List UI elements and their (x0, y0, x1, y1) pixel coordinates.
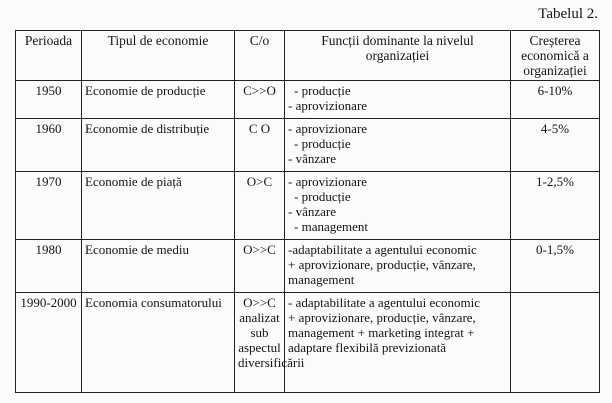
header-row (16, 31, 600, 81)
cell-growth: 6-10% (511, 81, 600, 119)
header-period: Perioada (16, 31, 82, 81)
function-line: management (288, 272, 355, 287)
cell-co: O>C (235, 172, 285, 240)
cell-functions (285, 81, 511, 119)
cell-growth (511, 293, 600, 393)
table-caption: Tabelul 2. (538, 6, 598, 22)
cell-co: C O (235, 119, 285, 172)
cell-economy-type: Economie de mediu (82, 240, 235, 293)
function-line: - producție (294, 189, 351, 204)
function-line: - aprovizionare (288, 98, 368, 113)
function-line: - aprovizionare (288, 121, 368, 136)
cell-economy-type: Economia consumatorului (82, 293, 235, 393)
cell-period: 1990-2000 (16, 293, 82, 393)
function-line: - aprovizionare (288, 174, 368, 189)
cell-economy-type: Economie de producție (82, 81, 235, 119)
cell-functions (285, 293, 511, 393)
cell-growth: 4-5% (511, 119, 600, 172)
table-row (16, 240, 600, 293)
cell-period: 1970 (16, 172, 82, 240)
header-co: C/o (235, 31, 285, 81)
cell-period: 1950 (16, 81, 82, 119)
table-row (16, 172, 600, 240)
cell-co: O>>C analizat sub aspectul diversificării (235, 293, 285, 393)
function-line: - management (294, 219, 368, 234)
cell-functions (285, 240, 511, 293)
cell-growth: 0-1,5% (511, 240, 600, 293)
function-line: - vânzare (288, 204, 336, 219)
table-row (16, 119, 600, 172)
header-dominant-functions: Funcții dominante la nivelul organizației (285, 31, 511, 81)
cell-economy-type: Economie de piață (82, 172, 235, 240)
function-line: - vânzare (288, 151, 336, 166)
header-economy-type: Tipul de economie (82, 31, 235, 81)
economy-table (15, 30, 600, 393)
function-line: + aprovizionare, producție, vânzare, (288, 310, 476, 325)
cell-economy-type: Economie de distribuție (82, 119, 235, 172)
table-row (16, 81, 600, 119)
cell-functions (285, 119, 511, 172)
function-line: + aprovizionare, producție, vânzare, (288, 257, 476, 272)
cell-co: O>>C (235, 240, 285, 293)
function-line: adaptare flexibilă previzionată (288, 340, 447, 355)
function-line: management + marketing integrat + (288, 325, 475, 340)
cell-period: 1980 (16, 240, 82, 293)
function-line: - producție (294, 83, 351, 98)
function-line: -adaptabilitate a agentului economic (288, 242, 477, 257)
table-row (16, 293, 600, 393)
function-line: - adaptabilitate a agentului economic (288, 295, 481, 310)
cell-period: 1960 (16, 119, 82, 172)
cell-growth: 1-2,5% (511, 172, 600, 240)
function-line: - producție (294, 136, 351, 151)
header-economic-growth: Creșterea economică a organizației (511, 31, 600, 81)
cell-functions (285, 172, 511, 240)
cell-co: C>>O (235, 81, 285, 119)
